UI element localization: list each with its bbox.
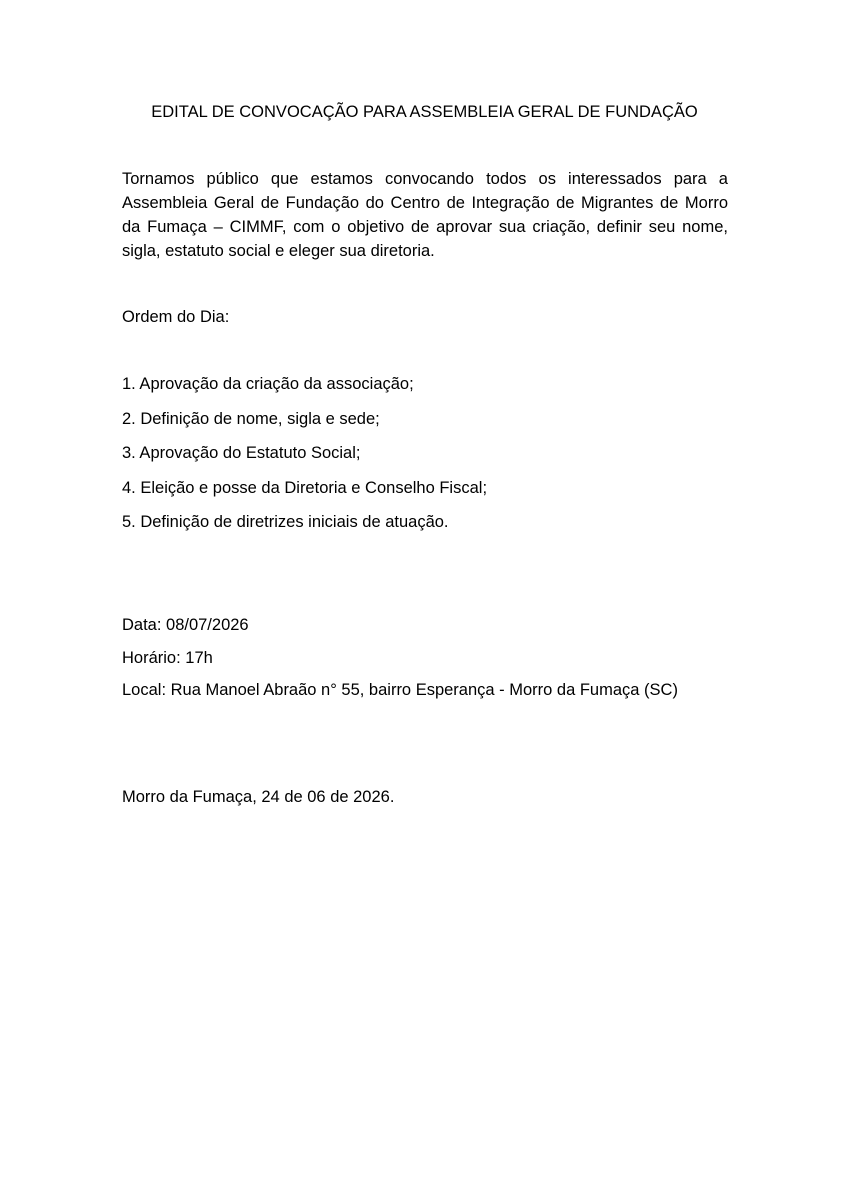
agenda-item: 2. Definição de nome, sigla e sede;: [122, 409, 380, 428]
agenda-item: 4. Eleição e posse da Diretoria e Conselho Fiscal;: [122, 478, 488, 497]
meeting-time: Horário: 17h: [122, 648, 213, 667]
place-date-signoff: Morro da Fumaça, 24 de 06 de 2026.: [122, 788, 395, 806]
meeting-date: Data: 08/07/2026: [122, 616, 249, 634]
meeting-location: Local: Rua Manoel Abraão n° 55, bairro Esperança - Morro da Fumaça (SC): [122, 681, 678, 699]
agenda-item: 3. Aprovação do Estatuto Social;: [122, 444, 361, 462]
document-title: EDITAL DE CONVOCAÇÃO PARA ASSEMBLEIA GERAL DE FUNDAÇÃO: [151, 103, 698, 121]
agenda-heading: Ordem do Dia:: [122, 308, 230, 326]
agenda-item: 5. Definição de diretrizes iniciais de atuação.: [122, 513, 449, 531]
meeting-details: [122, 613, 678, 711]
intro-paragraph: Tornamos público que estamos convocando todos os interessados para a Assembleia Geral de Fundação do Centro de Integração de Migrantes de Morro da Fumaça – CIMMF, com o objetivo de aprovar sua criação, definir seu nome, sigla, estatuto social e eleger sua diretoria.: [122, 170, 728, 260]
agenda-list: [122, 372, 487, 545]
agenda-item: 1. Aprovação da criação da associação;: [122, 375, 414, 393]
